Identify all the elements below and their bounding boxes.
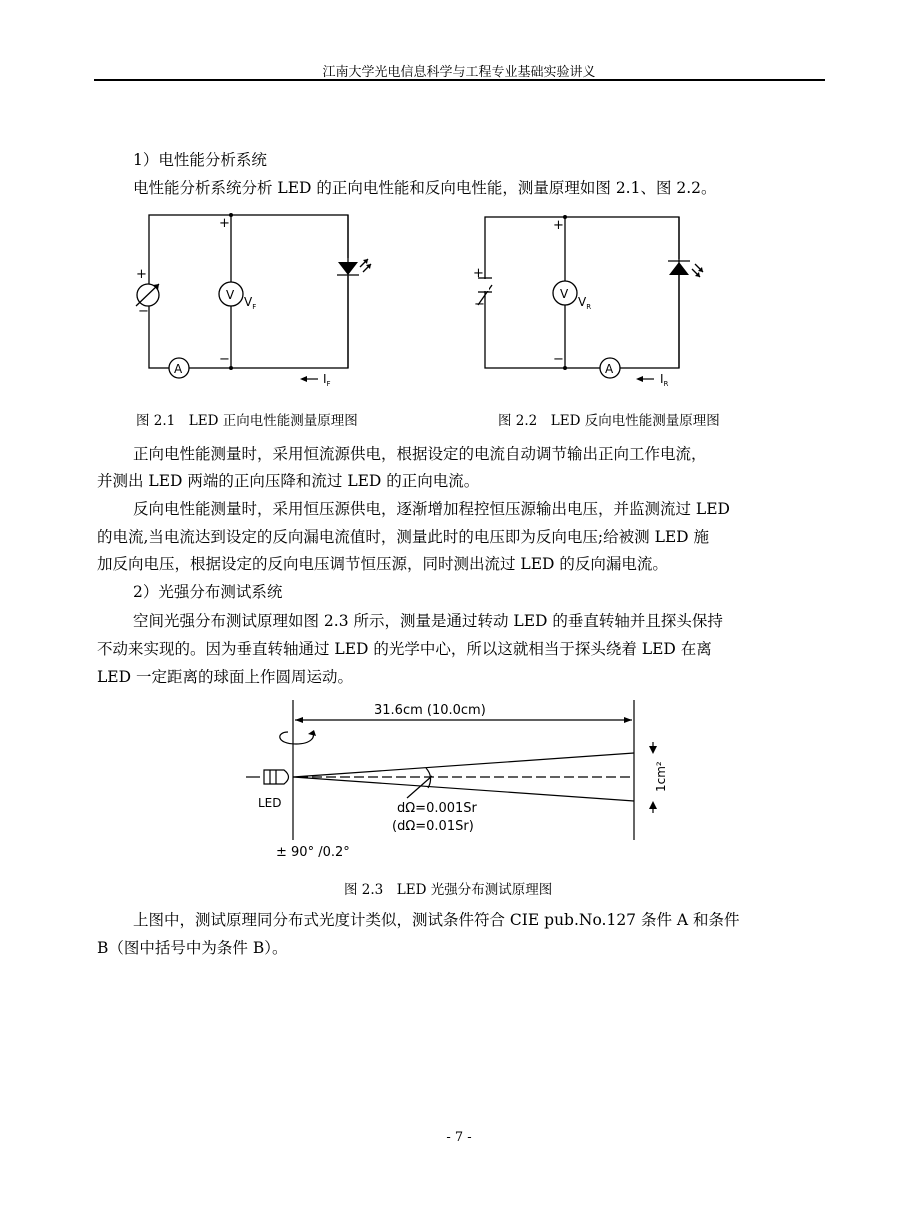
- section-2-title: 2）光强分布测试系统: [133, 583, 283, 601]
- para-reverse-line-1: 反向电性能测量时，采用恒压源供电，逐渐增加程控恒压源输出电压，并监测流过 LED: [133, 500, 730, 518]
- para-reverse-line-3: 加反向电压，根据设定的反向电压调节恒压源，同时测出流过 LED 的反向漏电流。: [97, 555, 668, 573]
- page-number: - 7 -: [446, 1130, 472, 1145]
- fig22-minus-bottom: −: [553, 352, 564, 367]
- para-forward-line-1: 正向电性能测量时，采用恒流源供电，根据设定的电流自动调节输出正向工作电流，: [133, 445, 707, 463]
- fig21-ammeter-symbol: A: [174, 362, 183, 376]
- fig22-current-label: $I_R$: [660, 372, 669, 388]
- fig22-source-plus: +: [473, 266, 484, 281]
- section-2-line-2: 不动来实现的。因为垂直转轴通过 LED 的光学中心，所以这就相当于探头绕着 LED 在离: [97, 640, 712, 658]
- fig21-minus-bottom: −: [219, 352, 230, 367]
- fig21-voltmeter-symbol: V: [226, 288, 235, 302]
- fig23-solid-angle-b: (dΩ=0.01Sr): [392, 819, 474, 834]
- figure-2-1-diagram: [130, 205, 380, 395]
- section-2-line-3: LED 一定距离的球面上作圆周运动。: [97, 668, 353, 686]
- header-rule: [94, 79, 825, 81]
- fig21-source-plus: +: [136, 267, 147, 282]
- fig23-solid-angle: dΩ=0.001Sr: [397, 801, 477, 816]
- fig23-led-label: LED: [258, 796, 282, 810]
- fig22-source-minus: −: [474, 297, 485, 312]
- fig21-plus-top: +: [219, 216, 230, 231]
- fig22-plus-top: +: [553, 218, 564, 233]
- figure-2-2-caption: 图 2.2 LED 反向电性能测量原理图: [498, 413, 720, 429]
- fig23-area-label: 1cm²: [654, 761, 668, 792]
- para-forward-line-2: 并测出 LED 两端的正向压降和流过 LED 的正向电流。: [97, 472, 480, 490]
- fig22-voltmeter-symbol: V: [560, 287, 569, 301]
- fig23-angle-range: ± 90° /0.2°: [276, 845, 350, 860]
- fig22-voltage-label: $V_R$: [578, 295, 592, 311]
- figure-2-3-diagram: [240, 692, 680, 864]
- para-final-line-2: B（图中括号中为条件 B）。: [97, 939, 288, 957]
- fig21-voltage-label: $V_F$: [244, 295, 257, 311]
- fig21-current-label: $I_F$: [323, 372, 331, 388]
- figure-2-1-caption: 图 2.1 LED 正向电性能测量原理图: [136, 413, 358, 429]
- section-1-intro: 电性能分析系统分析 LED 的正向电性能和反向电性能，测量原理如图 2.1、图 2.2。: [133, 179, 717, 197]
- running-header: 江南大学光电信息科学与工程专业基础实验讲义: [322, 65, 596, 80]
- para-reverse-line-2: 的电流,当电流达到设定的反向漏电流值时，测量此时的电压即为反向电压;给被测 LED 施: [97, 528, 710, 546]
- section-1-title: 1）电性能分析系统: [133, 151, 267, 169]
- para-final-line-1: 上图中，测试原理同分布式光度计类似，测试条件符合 CIE pub.No.127 条件 A 和条件: [133, 911, 740, 929]
- section-2-line-1: 空间光强分布测试原理如图 2.3 所示，测量是通过转动 LED 的垂直转轴并且探头保持: [133, 612, 723, 630]
- fig21-source-minus: −: [138, 304, 149, 319]
- figure-2-3-caption: 图 2.3 LED 光强分布测试原理图: [344, 882, 553, 898]
- fig23-distance-label: 31.6cm (10.0cm): [374, 703, 486, 718]
- figure-2-2-diagram: [466, 205, 716, 395]
- fig22-ammeter-symbol: A: [605, 362, 614, 376]
